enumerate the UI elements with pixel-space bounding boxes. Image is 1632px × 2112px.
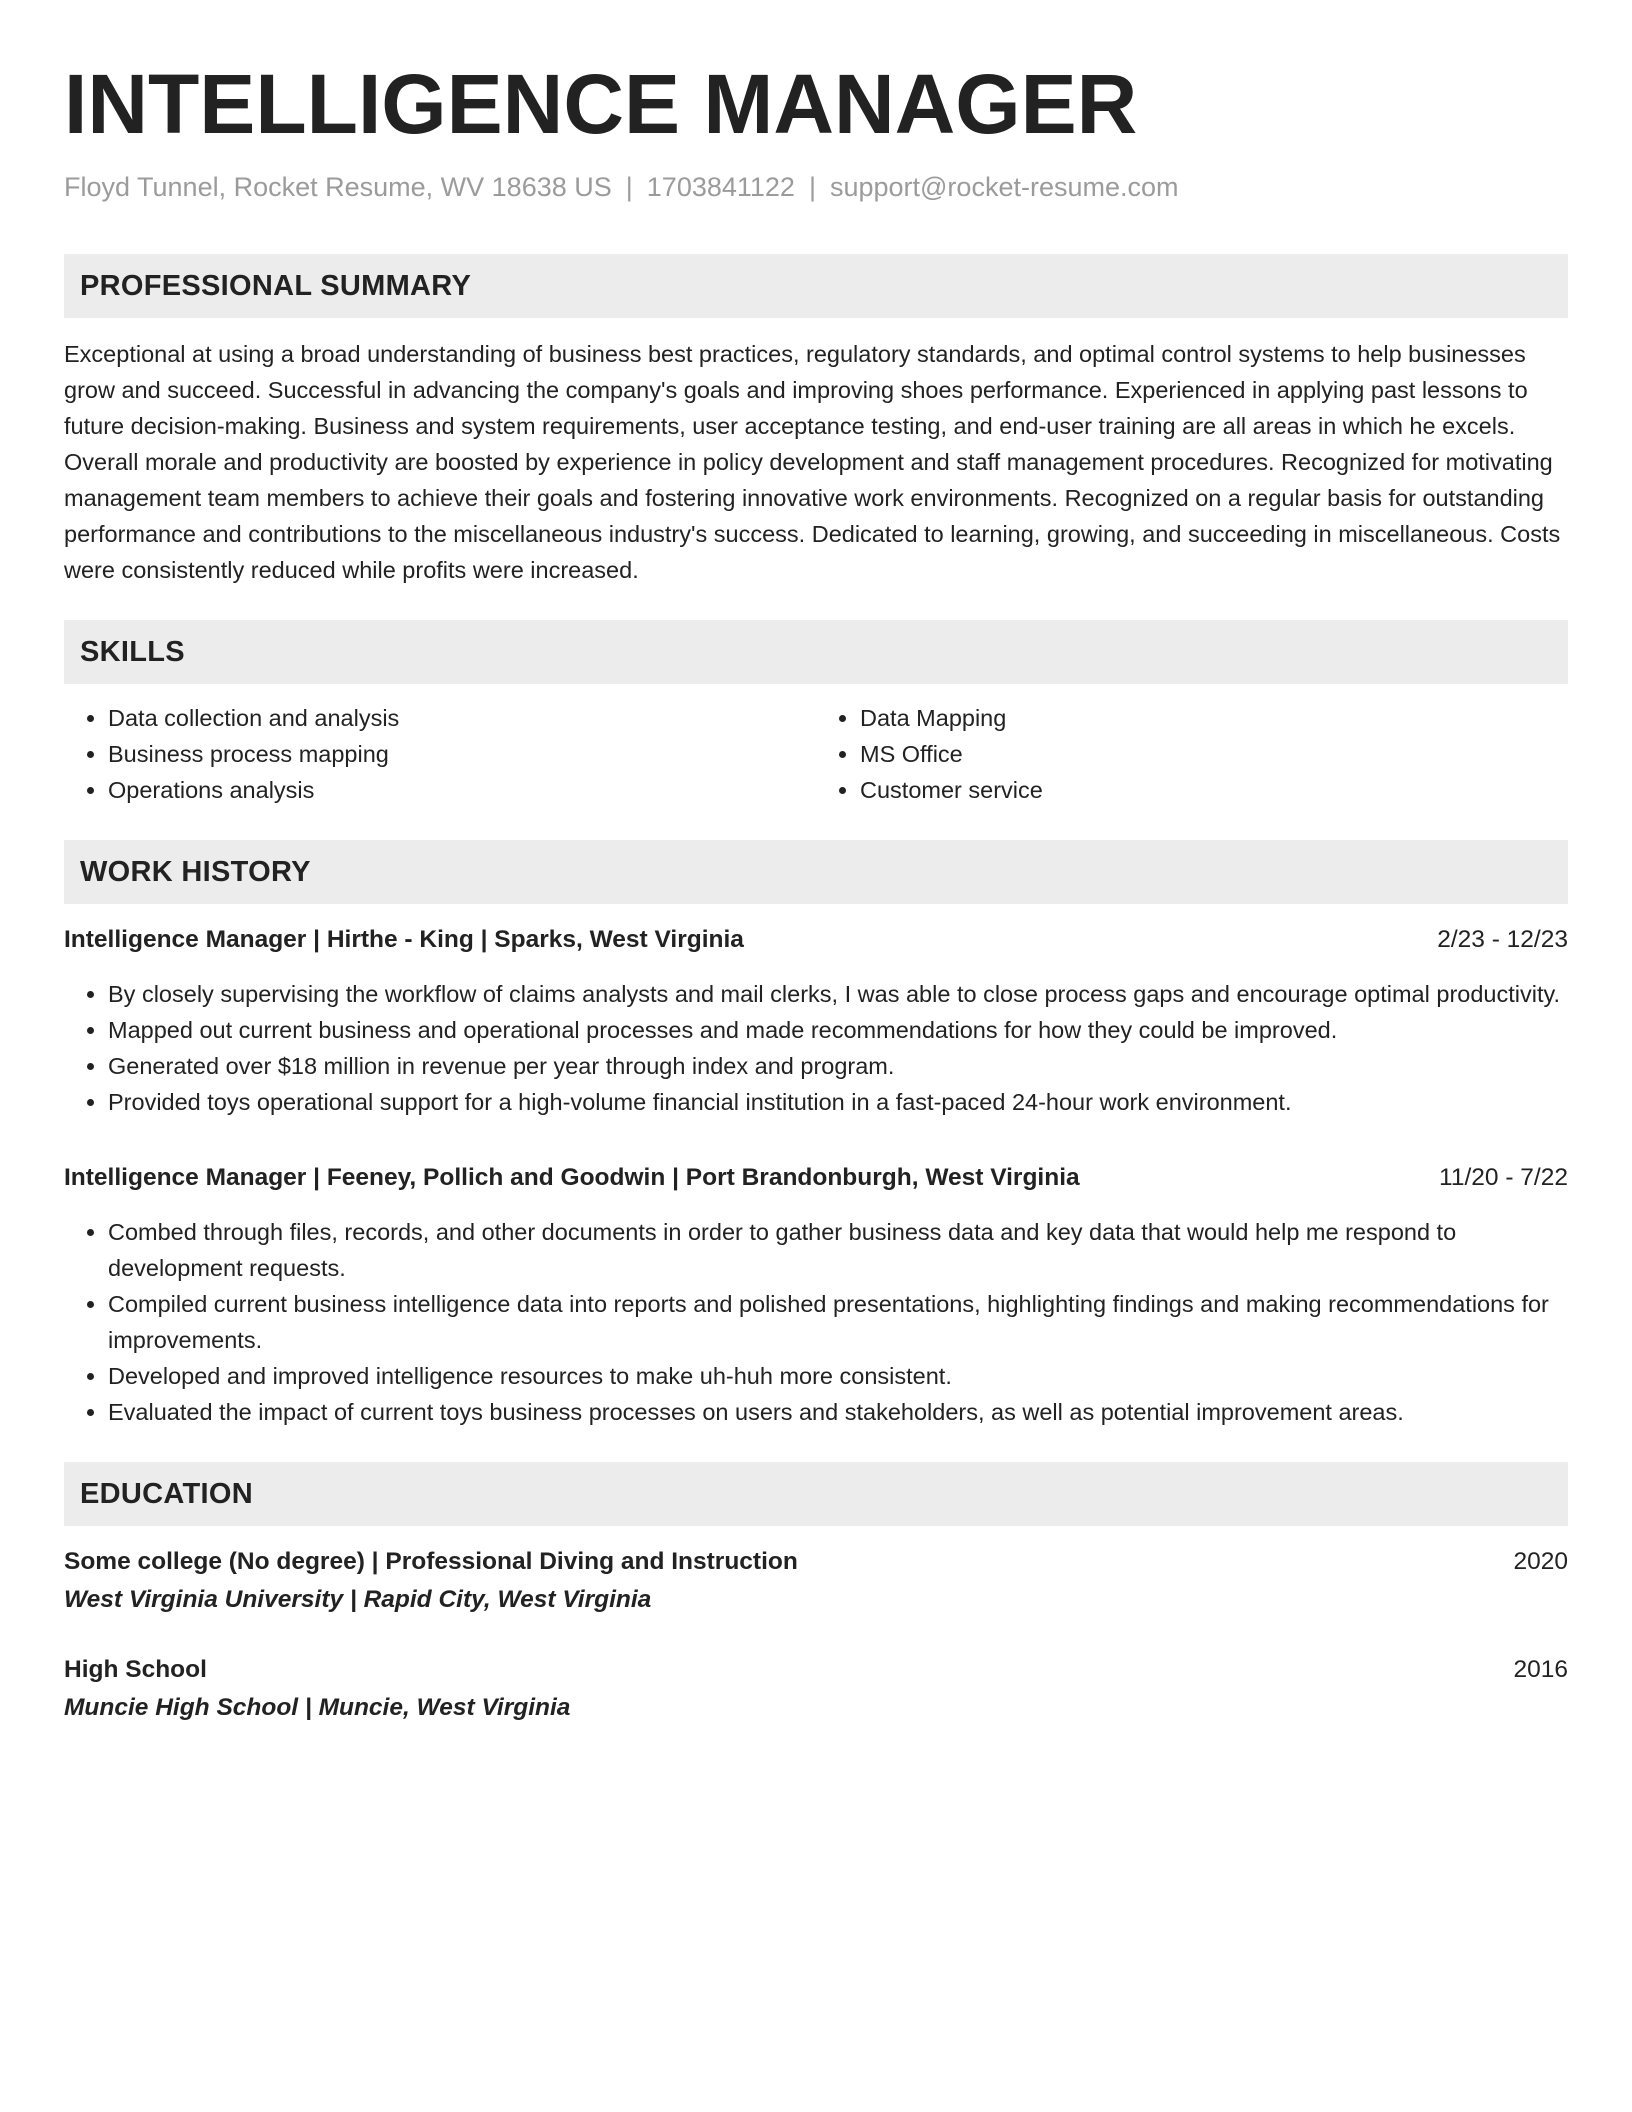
education-entry	[64, 1652, 1568, 1728]
job-title: Intelligence Manager | Feeney, Pollich and Goodwin | Port Brandonburgh, West Virginia	[64, 1164, 1080, 1191]
job-bullet: • Combed through files, records, and other documents in order to gather business data and key data that would help me respond to development requests.	[108, 1214, 1568, 1286]
skill-item: • Data Mapping	[860, 700, 1568, 736]
contact-phone: 1703841122	[646, 172, 795, 202]
job-dates: 11/20 - 7/22	[1439, 1164, 1568, 1191]
skill-item: • Business process mapping	[108, 736, 816, 772]
education-school: West Virginia University | Rapid City, West Virginia	[64, 1586, 652, 1613]
job-header	[64, 922, 1568, 958]
skill-item: • Data collection and analysis	[108, 700, 816, 736]
summary-heading: PROFESSIONAL SUMMARY	[64, 254, 1568, 318]
job-bullet: • Developed and improved intelligence resources to make uh-huh more consistent.	[108, 1358, 1568, 1394]
skills-heading: SKILLS	[64, 620, 1568, 684]
education-degree: Some college (No degree) | Professional Diving and Instruction	[64, 1548, 798, 1575]
job-bullet: • By closely supervising the workflow of claims analysts and mail clerks, I was able to close process gaps and encourage optimal productivity.	[108, 976, 1568, 1012]
contact-address: Floyd Tunnel, Rocket Resume, WV 18638 US	[64, 172, 612, 202]
contact-email: support@rocket-resume.com	[829, 172, 1179, 202]
job-header	[64, 1160, 1568, 1196]
education-entry	[64, 1544, 1568, 1620]
education-header	[64, 1652, 1568, 1688]
education-header	[64, 1544, 1568, 1580]
job-bullet: • Evaluated the impact of current toys business processes on users and stakeholders, as well as potential improvement areas.	[108, 1394, 1568, 1430]
job-bullet: • Provided toys operational support for a high-volume financial institution in a fast-paced 24-hour work environment.	[108, 1084, 1568, 1120]
job-entry	[64, 1160, 1568, 1430]
job-bullet: • Mapped out current business and operational processes and made recommendations for how they could be improved.	[108, 1012, 1568, 1048]
education-heading: EDUCATION	[64, 1462, 1568, 1526]
work-history-heading: WORK HISTORY	[64, 840, 1568, 904]
skills-list	[64, 700, 1568, 808]
job-bullets	[64, 1214, 1568, 1430]
job-bullet: • Generated over $18 million in revenue per year through index and program.	[108, 1048, 1568, 1084]
contact-line	[64, 170, 1568, 204]
education-year: 2020	[1513, 1548, 1568, 1575]
education-school: Muncie High School | Muncie, West Virginia	[64, 1694, 571, 1721]
skill-item: • Operations analysis	[108, 772, 816, 808]
skill-item: • MS Office	[860, 736, 1568, 772]
resume-title: INTELLIGENCE MANAGER	[64, 57, 1138, 151]
job-dates: 2/23 - 12/23	[1437, 926, 1568, 953]
skill-item: • Customer service	[860, 772, 1568, 808]
contact-separator: |	[808, 172, 816, 202]
job-entry	[64, 922, 1568, 1120]
job-bullets	[64, 976, 1568, 1120]
education-year: 2016	[1513, 1656, 1568, 1683]
education-degree: High School	[64, 1656, 207, 1683]
summary-text: Exceptional at using a broad understanding of business best practices, regulatory standards, and optimal control systems to help businesses grow and succeed. Successful in advancing the company's goals and improving shoes performance. Experienced in applying past lessons to future decision-making. Business and system requirements, user acceptance testing, and end-user training are all areas in which he excels. Overall morale and productivity are boosted by experience in policy development and staff management procedures. Recognized for motivating management team members to achieve their goals and fostering innovative work environments. Recognized on a regular basis for outstanding performance and contributions to the miscellaneous industry's success. Dedicated to learning, growing, and succeeding in miscellaneous. Costs were consistently reduced while profits were increased.	[64, 341, 1561, 583]
job-bullet: • Compiled current business intelligence data into reports and polished presentations, highlighting findings and making recommendations for improvements.	[108, 1286, 1568, 1358]
skills-column-right	[816, 700, 1568, 808]
job-title: Intelligence Manager | Hirthe - King | Sparks, West Virginia	[64, 926, 744, 953]
contact-separator: |	[625, 172, 633, 202]
skills-column-left	[64, 700, 816, 808]
